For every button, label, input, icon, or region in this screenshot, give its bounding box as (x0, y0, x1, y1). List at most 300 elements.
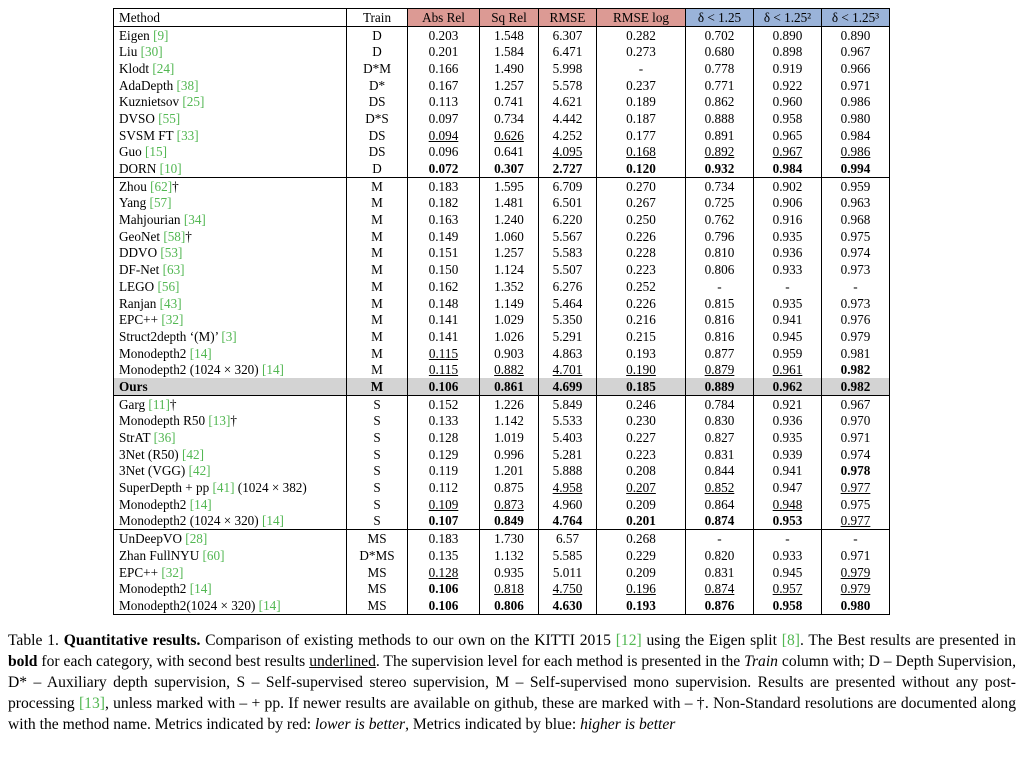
method-cell (114, 328, 347, 345)
metric-cell (539, 463, 597, 480)
metric-value: 4.252 (552, 127, 583, 143)
metric-cell (597, 547, 686, 564)
citation-link[interactable]: [14] (261, 513, 284, 529)
method-name: Eigen (119, 27, 150, 43)
train-cell: M (347, 228, 408, 245)
metric-cell (597, 345, 686, 362)
metric-cell (686, 144, 754, 161)
metric-value: 0.889 (704, 378, 735, 394)
table-row (114, 429, 890, 446)
method-name: Monodepth R50 (119, 413, 206, 429)
table-header-row (114, 9, 890, 27)
metric-cell (754, 530, 822, 547)
metric-value: 0.862 (704, 94, 735, 110)
metric-value: 1.142 (494, 413, 524, 429)
train-cell: D*MS (347, 547, 408, 564)
metric-cell (754, 479, 822, 496)
citation-link[interactable]: [42] (182, 446, 204, 462)
metric-value: 0.921 (772, 396, 803, 412)
metric-value: 0.980 (840, 597, 871, 613)
metric-cell (754, 160, 822, 177)
metric-value: 0.120 (626, 161, 656, 177)
metric-cell (822, 195, 890, 212)
metric-cell (686, 43, 754, 60)
metric-cell (408, 597, 480, 614)
citation-link[interactable]: [11] (148, 396, 170, 412)
metric-cell (539, 295, 597, 312)
metric-value: 1.730 (494, 531, 524, 547)
metric-cell (686, 278, 754, 295)
metric-cell (480, 547, 539, 564)
metric-cell (480, 413, 539, 430)
metric-cell (754, 378, 822, 395)
metric-cell (686, 195, 754, 212)
metric-value: 0.167 (428, 77, 459, 93)
metric-value: 0.762 (704, 212, 735, 228)
citation-link[interactable]: [62] (150, 178, 173, 194)
metric-value: 0.149 (428, 228, 459, 244)
metric-cell (754, 564, 822, 581)
citation-link[interactable]: [38] (176, 77, 199, 93)
metric-value: - (785, 278, 790, 294)
table-row (114, 345, 890, 362)
train-cell: S (347, 429, 408, 446)
metric-cell (539, 177, 597, 194)
method-name: Klodt (119, 60, 150, 76)
metric-value: 0.177 (626, 127, 656, 143)
citation-link[interactable]: [56] (157, 278, 180, 294)
metric-cell (539, 211, 597, 228)
method-cell (114, 311, 347, 328)
metric-value: 0.168 (626, 144, 656, 160)
metric-value: 6.471 (552, 44, 583, 60)
metric-value: 0.936 (772, 245, 803, 261)
citation-link[interactable]: [55] (158, 110, 181, 126)
metric-cell (480, 110, 539, 127)
metric-value: 5.849 (552, 396, 583, 412)
metric-value: 1.026 (494, 328, 524, 344)
metric-value: 0.151 (428, 245, 459, 261)
metric-cell (686, 530, 754, 547)
metric-value: 6.276 (552, 278, 583, 294)
metric-value: 1.060 (494, 228, 524, 244)
metric-value: 0.957 (772, 581, 803, 597)
metric-cell (408, 26, 480, 43)
metric-cell (480, 160, 539, 177)
citation-link[interactable]: [30] (140, 44, 163, 60)
metric-value: 0.933 (772, 547, 803, 563)
metric-cell (822, 144, 890, 161)
citation-link[interactable]: [53] (160, 245, 183, 261)
metric-value: 0.979 (840, 328, 871, 344)
table-row (114, 446, 890, 463)
metric-cell (597, 93, 686, 110)
caption-ref[interactable]: [8] (781, 632, 800, 649)
metric-cell (480, 446, 539, 463)
table-row (114, 564, 890, 581)
metric-cell (822, 60, 890, 77)
metric-value: 0.879 (704, 362, 735, 378)
citation-link[interactable]: [41] (212, 480, 235, 496)
metric-value: 5.281 (552, 446, 583, 462)
method-name: Ours (119, 378, 148, 394)
citation-link[interactable]: [33] (176, 127, 199, 143)
metric-cell (539, 446, 597, 463)
caption-text: for each category, with second best results (37, 653, 310, 670)
method-name: UnDeepVO (119, 531, 182, 547)
metric-cell (408, 127, 480, 144)
train-cell: M (347, 177, 408, 194)
metric-value: 0.827 (704, 430, 735, 446)
metric-value: 0.945 (772, 328, 803, 344)
method-name: DF-Net (119, 262, 160, 278)
metric-value: 0.967 (772, 144, 803, 160)
method-cell (114, 513, 347, 530)
metric-cell (754, 328, 822, 345)
citation-link[interactable]: [14] (258, 597, 281, 613)
metric-cell (686, 177, 754, 194)
metric-cell (539, 395, 597, 412)
metric-value: 1.149 (494, 295, 524, 311)
train-cell: M (347, 261, 408, 278)
caption-ref[interactable]: [13] (78, 695, 105, 712)
metric-value: 0.226 (626, 295, 656, 311)
metric-cell (539, 245, 597, 262)
metric-value: 0.141 (428, 312, 459, 328)
metric-cell (408, 93, 480, 110)
metric-cell (408, 177, 480, 194)
method-name: 3Net (R50) (119, 446, 179, 462)
citation-link[interactable]: [32] (161, 312, 184, 328)
metric-cell (686, 463, 754, 480)
metric-value: 1.132 (494, 547, 524, 563)
metric-value: 1.595 (494, 178, 524, 194)
metric-value: 0.209 (626, 564, 656, 580)
metric-cell (822, 496, 890, 513)
metric-value: 0.223 (626, 262, 656, 278)
metric-cell (408, 195, 480, 212)
metric-value: 0.106 (428, 597, 459, 613)
metric-value: 0.190 (626, 362, 656, 378)
citation-link[interactable]: [36] (153, 430, 176, 446)
metric-value: 0.973 (840, 262, 871, 278)
metric-value: 0.935 (494, 564, 524, 580)
metric-value: 4.621 (552, 94, 583, 110)
metric-value: 6.220 (552, 212, 583, 228)
metric-cell (597, 311, 686, 328)
train-cell: M (347, 195, 408, 212)
metric-value: 0.187 (626, 110, 656, 126)
metric-value: 5.888 (552, 463, 583, 479)
metric-value: 4.630 (552, 597, 583, 613)
metric-value: 6.501 (552, 195, 583, 211)
metric-cell (480, 211, 539, 228)
citation-link[interactable]: [58] (163, 228, 186, 244)
metric-value: 2.727 (552, 161, 583, 177)
metric-cell (480, 345, 539, 362)
citation-link[interactable]: [14] (261, 362, 284, 378)
metric-cell (408, 245, 480, 262)
metric-cell (754, 93, 822, 110)
citation-link[interactable]: [14] (189, 581, 212, 597)
metric-cell (754, 361, 822, 378)
method-cell (114, 245, 347, 262)
metric-cell (597, 77, 686, 94)
method-name: LEGO (119, 278, 155, 294)
citation-link[interactable]: [57] (149, 195, 172, 211)
metric-cell (539, 530, 597, 547)
metric-cell (597, 580, 686, 597)
metric-value: 0.947 (772, 480, 803, 496)
citation-link[interactable]: [32] (161, 564, 184, 580)
metric-value: 0.916 (772, 212, 803, 228)
train-cell: M (347, 378, 408, 395)
metric-cell (408, 43, 480, 60)
caption-text: . The Best results are presented in (799, 632, 1016, 649)
metric-value: 0.228 (626, 245, 656, 261)
citation-link[interactable]: [63] (162, 262, 185, 278)
citation-link[interactable]: [3] (221, 328, 237, 344)
method-name: GeoNet (119, 228, 161, 244)
metric-value: 0.974 (840, 446, 871, 462)
method-cell (114, 361, 347, 378)
table-row (114, 580, 890, 597)
metric-value: 0.128 (428, 430, 459, 446)
metric-value: 0.209 (626, 496, 656, 512)
table-row (114, 295, 890, 312)
method-name: Monodepth2(1024 × 320) (119, 597, 256, 613)
method-name: SuperDepth + pp (119, 480, 210, 496)
metric-cell (686, 77, 754, 94)
metric-cell (822, 295, 890, 312)
metric-value: - (717, 278, 722, 294)
metric-cell (597, 177, 686, 194)
metric-cell (408, 295, 480, 312)
metric-value: 0.237 (626, 77, 656, 93)
metric-cell (480, 26, 539, 43)
table-row (114, 463, 890, 480)
metric-cell (597, 195, 686, 212)
metric-value: 0.873 (494, 496, 524, 512)
metric-value: 0.984 (772, 161, 803, 177)
citation-link[interactable]: [14] (189, 345, 212, 361)
metric-value: 0.268 (626, 531, 656, 547)
metric-cell (480, 395, 539, 412)
citation-link[interactable]: [28] (185, 531, 208, 547)
metric-cell (822, 43, 890, 60)
metric-cell (822, 211, 890, 228)
metric-cell (754, 345, 822, 362)
metric-cell (539, 93, 597, 110)
metric-cell (408, 144, 480, 161)
metric-value: 0.148 (428, 295, 459, 311)
metric-value: 1.352 (494, 278, 524, 294)
train-cell: MS (347, 564, 408, 581)
metric-value: 4.701 (552, 362, 583, 378)
metric-cell (408, 530, 480, 547)
metric-cell (754, 26, 822, 43)
metric-cell (597, 295, 686, 312)
table-row (114, 127, 890, 144)
metric-cell (754, 278, 822, 295)
metric-cell (754, 228, 822, 245)
metric-value: 0.958 (772, 597, 803, 613)
table-row (114, 93, 890, 110)
metric-value: - (717, 531, 722, 547)
citation-link[interactable]: [9] (153, 27, 169, 43)
citation-link[interactable]: [13] (208, 413, 231, 429)
metric-cell (822, 429, 890, 446)
metric-cell (754, 580, 822, 597)
method-cell (114, 160, 347, 177)
metric-value: 0.185 (626, 378, 656, 394)
metric-value: 0.246 (626, 396, 656, 412)
caption-ref[interactable]: [12] (615, 632, 642, 649)
metric-value: 0.806 (494, 597, 524, 613)
metric-cell (597, 429, 686, 446)
metric-value: 0.806 (704, 262, 735, 278)
caption-text: , unless marked with – + pp. If newer results are available on github, these are marked with – †. Non-Standard resolutions are documented along with the method name. Metrics indicated by red: (8, 695, 1016, 733)
table-row (114, 597, 890, 614)
metric-cell (822, 378, 890, 395)
metric-cell (822, 463, 890, 480)
metric-cell (539, 127, 597, 144)
metric-cell (686, 245, 754, 262)
metric-value: 0.844 (704, 463, 735, 479)
metric-cell (822, 77, 890, 94)
citation-link[interactable]: [43] (159, 295, 182, 311)
metric-value: 1.257 (494, 245, 524, 261)
metric-cell (539, 311, 597, 328)
metric-value: 0.182 (428, 195, 459, 211)
metric-cell (539, 413, 597, 430)
metric-cell (686, 361, 754, 378)
metric-cell (408, 446, 480, 463)
metric-cell (539, 110, 597, 127)
method-suffix: † (169, 396, 177, 412)
metric-cell (480, 261, 539, 278)
method-cell (114, 547, 347, 564)
metric-value: 0.977 (840, 480, 871, 496)
metric-cell (754, 177, 822, 194)
metric-value: 0.830 (704, 413, 735, 429)
citation-link[interactable]: [25] (182, 94, 205, 110)
train-cell: S (347, 413, 408, 430)
metric-cell (597, 446, 686, 463)
method-cell (114, 378, 347, 395)
metric-cell (408, 261, 480, 278)
table-row (114, 77, 890, 94)
metric-cell (822, 479, 890, 496)
method-cell (114, 26, 347, 43)
metric-value: 0.106 (428, 378, 459, 394)
train-cell: S (347, 446, 408, 463)
column-header: δ < 1.25² (754, 9, 822, 27)
metric-value: 0.874 (704, 513, 735, 529)
method-cell (114, 479, 347, 496)
metric-value: 0.864 (704, 496, 735, 512)
metric-value: 0.890 (840, 27, 871, 43)
metric-cell (822, 580, 890, 597)
citation-link[interactable]: [15] (145, 144, 167, 160)
citation-link[interactable]: [24] (152, 60, 175, 76)
method-name: Ranjan (119, 295, 157, 311)
citation-link[interactable]: [42] (188, 463, 211, 479)
metric-cell (480, 580, 539, 597)
metric-cell (822, 110, 890, 127)
metric-value: 0.201 (626, 513, 656, 529)
metric-cell (539, 160, 597, 177)
method-name: Garg (119, 396, 146, 412)
metric-cell (822, 228, 890, 245)
citation-link[interactable]: [34] (183, 212, 206, 228)
metric-cell (597, 26, 686, 43)
metric-value: 0.626 (494, 127, 524, 143)
metric-value: 0.891 (704, 127, 735, 143)
train-cell: S (347, 513, 408, 530)
metric-cell (408, 77, 480, 94)
metric-cell (822, 311, 890, 328)
metric-value: 0.986 (840, 94, 871, 110)
method-cell (114, 228, 347, 245)
citation-link[interactable]: [60] (202, 547, 225, 563)
metric-value: 0.115 (428, 345, 459, 361)
metric-value: 0.223 (626, 446, 656, 462)
metric-cell (686, 345, 754, 362)
metric-cell (539, 228, 597, 245)
metric-value: 0.226 (626, 228, 656, 244)
metric-value: 0.133 (428, 413, 459, 429)
metric-value: 0.250 (626, 212, 656, 228)
caption-label: Table 1. (8, 632, 59, 649)
metric-value: 1.019 (494, 430, 524, 446)
method-cell (114, 77, 347, 94)
metric-cell (754, 513, 822, 530)
citation-link[interactable]: [10] (159, 161, 182, 177)
metric-value: 0.734 (494, 110, 524, 126)
column-header: Train (347, 9, 408, 27)
metric-value: 0.961 (772, 362, 803, 378)
metric-cell (822, 395, 890, 412)
metric-cell (822, 413, 890, 430)
metric-cell (408, 547, 480, 564)
method-cell (114, 195, 347, 212)
metric-cell (686, 597, 754, 614)
metric-value: 5.567 (552, 228, 583, 244)
train-cell: S (347, 496, 408, 513)
method-name: Yang (119, 195, 147, 211)
metric-value: 0.818 (494, 581, 524, 597)
method-cell (114, 211, 347, 228)
metric-value: 0.096 (428, 144, 459, 160)
metric-value: 4.699 (552, 378, 583, 394)
metric-cell (686, 479, 754, 496)
method-name: DORN (119, 161, 157, 177)
metric-value: - (638, 60, 644, 76)
table-row-ours (114, 378, 890, 395)
train-cell: MS (347, 597, 408, 614)
citation-link[interactable]: [14] (189, 496, 212, 512)
metric-value: 0.208 (626, 463, 656, 479)
metric-value: 0.810 (704, 245, 735, 261)
metric-value: 0.270 (626, 178, 656, 194)
metric-cell (754, 395, 822, 412)
metric-cell (480, 144, 539, 161)
metric-value: 0.903 (494, 345, 524, 361)
metric-value: 0.267 (626, 195, 656, 211)
method-cell (114, 597, 347, 614)
metric-value: 0.979 (840, 564, 871, 580)
